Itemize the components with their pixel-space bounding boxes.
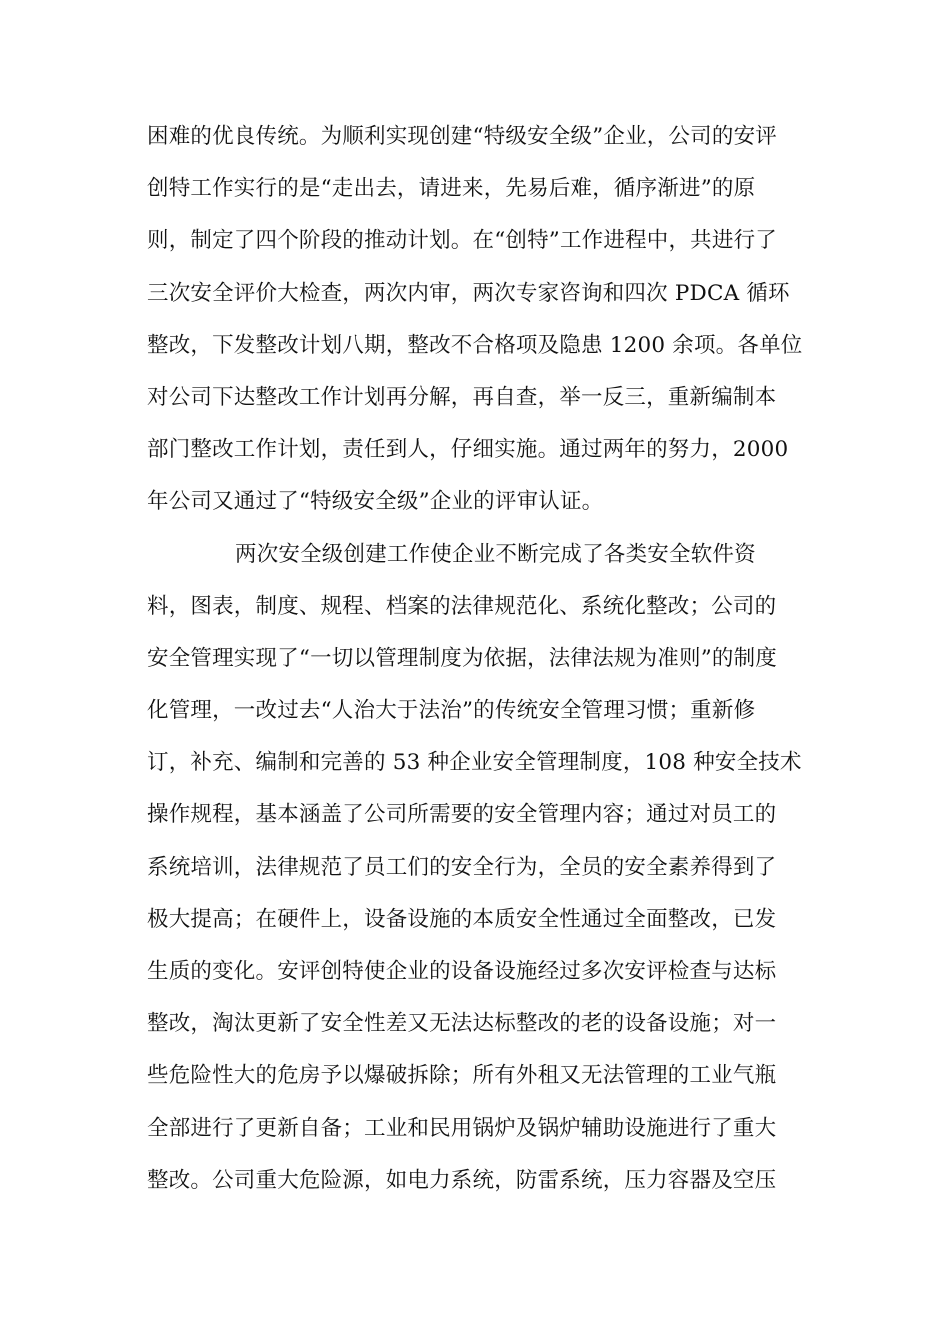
body-text [147,111,827,1207]
text-line: 对公司下达整改工作计划再分解，再自查，举一反三，重新编制本 [147,384,777,410]
paragraph-2 [147,529,827,1207]
text-line: 系统培训，法律规范了员工们的安全行为，全员的安全素养得到了 [147,854,777,880]
text-line: 年公司又通过了“特级安全级”企业的评审认证。 [147,489,604,515]
text-line: 则，制定了四个阶段的推动计划。在“创特”工作进程中，共进行了 [147,228,777,254]
text-line: 三次安全评价大检查，两次内审，两次专家咨询和四次 PDCA 循环 [147,280,790,306]
text-line: 整改，淘汰更新了安全性差又无法达标整改的老的设备设施；对一 [147,1011,777,1037]
text-line: 安全管理实现了“一切以管理制度为依据，法律法规为准则”的制度 [147,645,777,671]
text-line: 操作规程，基本涵盖了公司所需要的安全管理内容；通过对员工的 [147,802,777,828]
paragraph-1 [147,111,827,529]
text-line: 生质的变化。安评创特使企业的设备设施经过多次安评检查与达标 [147,959,777,984]
text-line: 化管理，一改过去“人治大于法治”的传统安全管理习惯；重新修 [147,698,756,724]
text-line: 部门整改工作计划，责任到人，仔细实施。通过两年的努力，2000 [147,437,789,463]
text-line: 困难的优良传统。为顺利实现创建“特级安全级”企业，公司的安评 [147,124,777,149]
text-line: 全部进行了更新自备；工业和民用锅炉及锅炉辅助设施进行了重大 [147,1115,777,1141]
text-line: 订，补充、编制和完善的 53 种企业安全管理制度，108 种安全技术 [147,750,802,776]
text-line: 整改，下发整改计划八期，整改不合格项及隐患 1200 余项。各单位 [147,332,803,358]
text-line: 些危险性大的危房予以爆破拆除；所有外租又无法管理的工业气瓶 [147,1063,777,1089]
text-line: 料，图表，制度、规程、档案的法律规范化、系统化整改；公司的 [147,593,777,619]
text-line: 极大提高；在硬件上，设备设施的本质安全性通过全面整改，已发 [147,906,777,932]
text-line: 整改。公司重大危险源，如电力系统，防雷系统，压力容器及空压 [147,1167,777,1193]
text-line-first: 两次安全级创建工作使企业不断完成了各类安全软件资 [235,541,756,567]
text-line: 创特工作实行的是“走出去，请进来，先易后难，循序渐进”的原 [147,176,756,202]
